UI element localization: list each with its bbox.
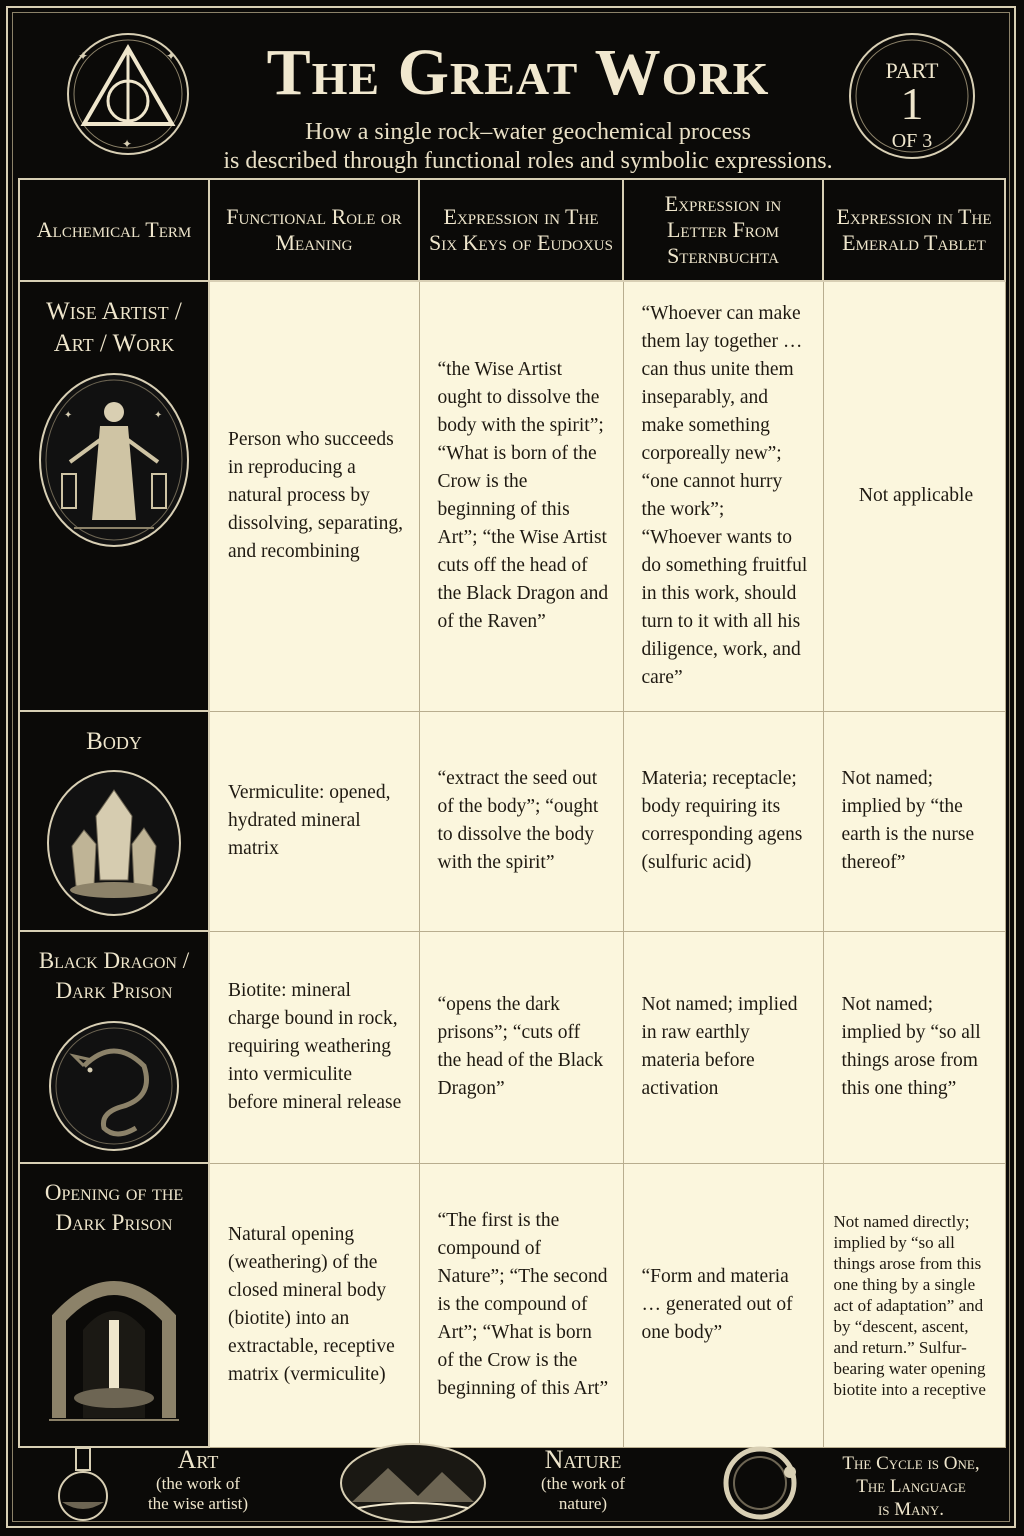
eudoxus-cell: “the Wise Artist ought to dissolve the body with the spirit”; “What is born of the Crow is the beginning of this Art”; “the Wise Artist cuts off the head of the Black Dragon and of the Raven”	[419, 281, 623, 711]
eudoxus-cell: “The first is the compound of Nature”; “The second is the compound of Art”; “What is born of the Crow is the beginning of this Art”	[419, 1163, 623, 1447]
table-row	[19, 711, 1005, 931]
svg-text:✦: ✦	[78, 49, 89, 63]
table-row	[19, 1163, 1005, 1447]
term-name: Wise Artist / Art / Work	[46, 298, 182, 357]
term-cell	[19, 931, 209, 1163]
motto-line-3: is Many.	[877, 1499, 945, 1520]
art-sub-2: the wise artist)	[147, 1494, 249, 1513]
role-cell: Person who succeeds in reproducing a natural process by dissolving, separating, and recombining	[209, 281, 419, 711]
triangle-circle-emblem-icon	[58, 24, 198, 164]
nature-title: Nature	[544, 1445, 622, 1474]
art-label	[128, 1446, 268, 1514]
emerald-cell: Not named; implied by “so all things arose from this one thing”	[823, 931, 1005, 1163]
part-badge	[842, 26, 982, 166]
art-sub-1: (the work of	[155, 1474, 241, 1493]
term-name: Opening of the Dark Prison	[44, 1180, 184, 1235]
part-label: PART	[885, 58, 939, 83]
column-header-term: Alchemical Term	[19, 179, 209, 281]
art-title: Art	[177, 1445, 219, 1474]
column-header-emerald: Expression in The Emerald Tablet	[823, 179, 1005, 281]
table-row	[19, 281, 1005, 711]
eudoxus-cell: “opens the dark prisons”; “cuts off the head of the Black Dragon”	[419, 931, 623, 1163]
term-name: Body	[86, 728, 142, 755]
subtitle-line-1: How a single rock–water geochemical process	[305, 119, 751, 145]
nature-sub-2: nature)	[558, 1494, 608, 1513]
stone-archway-icon	[39, 1248, 189, 1428]
svg-text:✦: ✦	[166, 49, 177, 63]
subtitle-line-2: is described through functional roles and symbolic expressions.	[223, 148, 833, 174]
sternbuchta-cell: Materia; receptacle; body requiring its corresponding agens (sulfuric acid)	[623, 711, 823, 931]
nature-label	[508, 1446, 658, 1514]
page-subtitle	[198, 118, 858, 176]
table-row	[19, 931, 1005, 1163]
emerald-cell: Not named directly; implied by “so all things arose from this one thing by a single act of adaptation” and by “descent, ascent, and return.” Sulfur-bearing water opening biotite into a receptive	[823, 1163, 1005, 1447]
emerald-cell: Not applicable	[823, 281, 1005, 711]
motto-line-1: The Cycle is One,	[842, 1453, 980, 1474]
ouroboros-icon	[712, 1442, 808, 1524]
svg-text:✦: ✦	[64, 410, 73, 421]
part-number: 1	[900, 78, 924, 129]
part-of: OF 3	[891, 130, 933, 152]
motto-line-2: The Language	[856, 1476, 966, 1497]
column-header-eudoxus: Expression in The Six Keys of Eudoxus	[419, 179, 623, 281]
motto	[818, 1452, 1004, 1521]
emerald-cell: Not named; implied by “the earth is the nurse thereof”	[823, 711, 1005, 931]
role-cell: Vermiculite: opened, hydrated mineral matrix	[209, 711, 419, 931]
page-title: The Great Work	[266, 36, 770, 109]
eudoxus-cell: “extract the seed out of the body”; “ought to dissolve the body with the spirit”	[419, 711, 623, 931]
column-header-sternbuchta: Expression in Letter From Sternbuchta	[623, 179, 823, 281]
nature-sub-1: (the work of	[540, 1474, 626, 1493]
role-cell: Natural opening (weathering) of the closed mineral body (biotite) into an extractable, receptive matrix (vermiculite)	[209, 1163, 419, 1447]
footer	[18, 1440, 1004, 1526]
table-header-row	[19, 179, 1005, 281]
column-header-role: Functional Role or Meaning	[209, 179, 419, 281]
term-cell	[19, 1163, 209, 1447]
sternbuchta-cell: “Form and materia … generated out of one body”	[623, 1163, 823, 1447]
term-cell	[19, 711, 209, 931]
sternbuchta-cell: “Whoever can make them lay together … can thus unite them inseparably, and make something corporeally new”; “one cannot hurry the work”; “Whoever wants to do something fruitful in this work, should turn to it with all his diligence, work, and care”	[623, 281, 823, 711]
sternbuchta-cell: Not named; implied in raw earthly materia before activation	[623, 931, 823, 1163]
term-cell	[19, 281, 209, 711]
wise-artist-icon	[34, 370, 194, 550]
alchemy-table	[18, 178, 1006, 1448]
role-cell: Biotite: mineral charge bound in rock, requiring weathering into vermiculite before mineral release	[209, 931, 419, 1163]
crystal-cluster-icon	[44, 768, 184, 918]
mountain-landscape-icon	[338, 1442, 488, 1524]
black-dragon-icon	[44, 1016, 184, 1156]
svg-text:✦: ✦	[122, 137, 133, 151]
header	[18, 14, 1006, 174]
svg-text:✦: ✦	[154, 410, 163, 421]
flask-icon	[48, 1444, 118, 1524]
term-name: Black Dragon / Dark Prison	[38, 948, 190, 1003]
